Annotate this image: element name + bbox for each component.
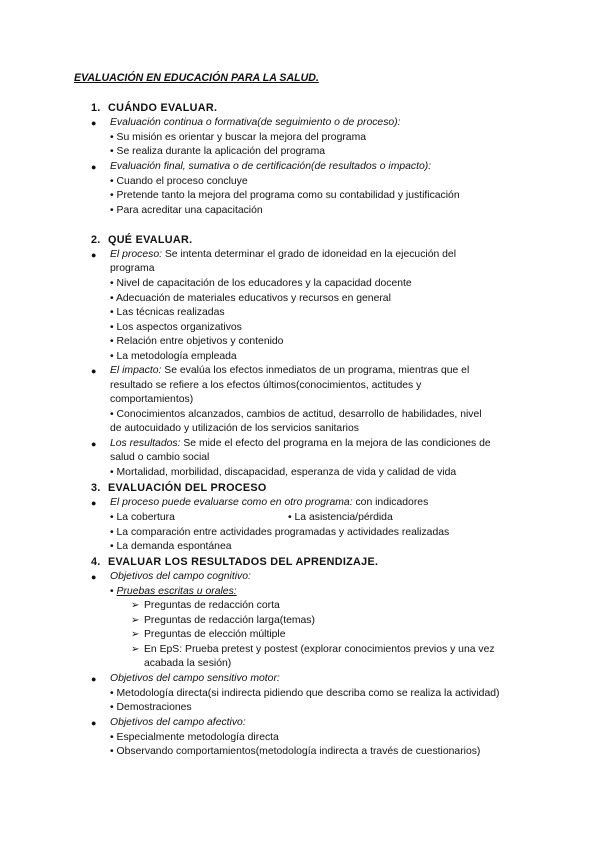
sub-list-item: • Relación entre objetivos y contenido [110, 336, 284, 347]
sub-list-item: • La asistencia/pérdida [288, 512, 393, 523]
section-number: 3. [91, 482, 101, 494]
sub-list-item: • Para acreditar una capacitación [110, 205, 263, 216]
section-heading-evaluacion-proceso [91, 481, 267, 496]
bullet-icon: ● [91, 118, 97, 128]
list-item: Evaluación final, sumativa o de certificación(de resultados o impacto): [110, 161, 432, 172]
sub-list-item: • Mortalidad, morbilidad, discapacidad, esperanza de vida y calidad de vida [110, 467, 457, 478]
section-heading-que [91, 233, 192, 248]
sub-list-item: • Conocimientos alcanzados, cambios de actitud, desarrollo de habilidades, nivel [110, 409, 482, 420]
arrow-bullet-icon: ➢ [131, 615, 140, 626]
sub-list-item: • Pretende tanto la mejora del programa como su contabilidad y justificación [110, 190, 460, 201]
document-title: EVALUACIÓN EN EDUCACIÓN PARA LA SALUD. [74, 72, 319, 84]
arrow-list-item: ➢ Preguntas de elección múltiple [131, 628, 286, 643]
sub-list-item: • Cuando el proceso concluye [110, 176, 248, 187]
section-title: EVALUACIÓN DEL PROCESO [108, 482, 267, 494]
sub-list-item: • Metodología directa(si indirecta pidiendo que describa como se realiza la actividad) [110, 688, 500, 699]
bullet-icon: ● [91, 366, 97, 376]
arrow-list-item: ➢ Preguntas de redacción larga(temas) [131, 614, 315, 629]
section-heading-cuando [91, 101, 217, 116]
list-item: El proceso puede evaluarse como en otro programa: con indicadores [110, 497, 429, 508]
list-item: El proceso: Se intenta determinar el grado de idoneidad en la ejecución del [110, 249, 457, 260]
sub-list-item: • Nivel de capacitación de los educadores y la capacidad docente [110, 278, 412, 289]
bullet-icon: ● [91, 674, 97, 684]
sub-list-item-continuation: de autocuidado y utilización de los servicios sanitarios [110, 423, 359, 434]
list-item: Objetivos del campo sensitivo motor: [110, 673, 280, 684]
sub-list-item: • Pruebas escritas u orales: [110, 586, 237, 597]
sub-list-item: • Adecuación de materiales educativos y recursos en general [110, 293, 391, 304]
list-item: Los resultados: Se mide el efecto del programa en la mejora de las condiciones de [110, 438, 491, 449]
sub-list-item: • La metodología empleada [110, 351, 237, 362]
sub-list-item: • Se realiza durante la aplicación del programa [110, 146, 326, 157]
sub-list-item: • Las técnicas realizadas [110, 307, 225, 318]
bullet-icon: ● [91, 250, 97, 260]
list-item-continuation: comportamientos) [110, 394, 194, 405]
section-number: 1. [91, 102, 101, 114]
sub-list-item: • La comparación entre actividades programadas y actividades realizadas [110, 527, 450, 538]
arrow-list-item: ➢ Preguntas de redacción corta [131, 599, 280, 614]
section-title: QUÉ EVALUAR. [108, 234, 193, 246]
arrow-bullet-icon: ➢ [131, 629, 140, 640]
section-title: EVALUAR LOS RESULTADOS DEL APRENDIZAJE. [108, 556, 379, 568]
bullet-icon: ● [91, 162, 97, 172]
section-heading-resultados-aprendizaje [91, 555, 378, 570]
list-item: Evaluación continua o formativa(de seguimiento o de proceso): [110, 117, 401, 128]
sub-list-item: • Los aspectos organizativos [110, 322, 242, 333]
sub-list-item: • Especialmente metodología directa [110, 732, 279, 743]
sub-list-item: • La cobertura [110, 512, 175, 523]
list-item-continuation: programa [110, 263, 155, 274]
arrow-bullet-icon: ➢ [131, 600, 140, 611]
sub-list-item: • Observando comportamientos(metodología indirecta a través de cuestionarios) [110, 746, 481, 757]
list-item-continuation: salud o cambio social [110, 452, 210, 463]
list-item: Objetivos del campo cognitivo: [110, 571, 251, 582]
sub-list-item: • Su misión es orientar y buscar la mejora del programa [110, 132, 367, 143]
bullet-icon: ● [91, 498, 97, 508]
bullet-icon: ● [91, 718, 97, 728]
list-item-continuation: resultado se refiere a los efectos últimos(conocimientos, actitudes y [110, 380, 422, 391]
arrow-bullet-icon: ➢ [131, 644, 140, 655]
sub-list-item: • La demanda espontánea [110, 541, 232, 552]
section-title: CUÁNDO EVALUAR. [108, 102, 218, 114]
arrow-list-item: ➢ En EpS: Prueba pretest y postest (explorar conocimientos previos y una vez [131, 643, 495, 658]
sub-list-item: • Demostraciones [110, 702, 192, 713]
arrow-list-item-continuation: acabada la sesión) [144, 658, 232, 669]
list-item: Objetivos del campo afectivo: [110, 717, 246, 728]
section-number: 2. [91, 234, 101, 246]
section-number: 4. [91, 556, 101, 568]
list-item: El impacto: Se evalúa los efectos inmediatos de un programa, mientras que el [110, 365, 470, 376]
bullet-icon: ● [91, 439, 97, 449]
bullet-icon: ● [91, 572, 97, 582]
